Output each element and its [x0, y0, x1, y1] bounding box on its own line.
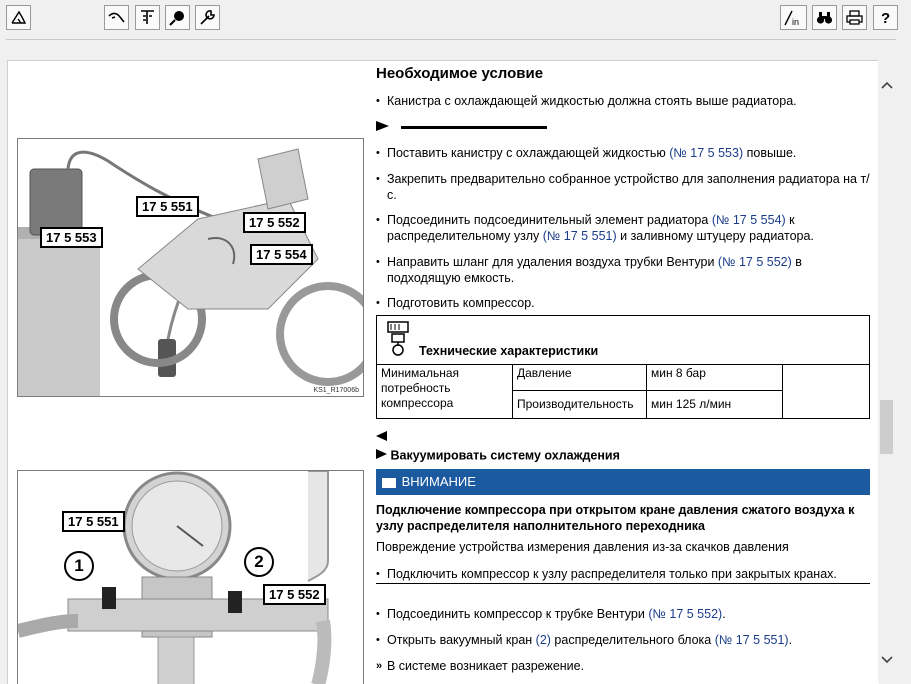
figure-caption: KS1_R17006b: [313, 387, 359, 394]
back-button[interactable]: [6, 5, 31, 30]
prerequisite-title: Необходимое условие: [376, 65, 544, 82]
prerequisite-end-marker: [376, 119, 547, 134]
motorcycle-illustration: [18, 139, 364, 397]
scroll-thumb[interactable]: [880, 400, 893, 454]
ref-link[interactable]: (№ 17 5 551): [714, 633, 789, 647]
marker-2: 2: [244, 547, 274, 577]
probe-icon: [168, 8, 187, 27]
step-item: • Подсоединить подсоединительный элемент радиатора (№ 17 5 554) к распределительному узлу (№ 17 5 551) и заливному штуцеру радиатора.: [376, 213, 814, 243]
warning-end-rule: [376, 583, 870, 584]
spec-param: Производительность: [513, 391, 647, 419]
label-17-5-554: 17 5 554: [250, 244, 313, 265]
warning-banner: ВНИМАНИЕ: [376, 469, 870, 495]
step-item: • Подготовить компрессор.: [376, 296, 535, 310]
compressor-icon: [387, 320, 413, 358]
print-button[interactable]: [842, 5, 867, 30]
label-17-5-552: 17 5 552: [243, 212, 306, 233]
toolbar-divider: [6, 39, 896, 40]
wrench-button[interactable]: [195, 5, 220, 30]
label-17-5-553: 17 5 553: [40, 227, 103, 248]
document-viewer[interactable]: [7, 60, 879, 684]
find-button[interactable]: [812, 5, 837, 30]
spec-value: мин 8 бар: [647, 364, 783, 391]
wrench-icon: [198, 8, 217, 27]
label-17-5-551: 17 5 551: [62, 511, 125, 532]
ref-link[interactable]: (№ 17 5 554): [711, 213, 786, 227]
spec-title: Технические характеристики: [419, 344, 599, 358]
arrow-right-icon: [376, 449, 387, 459]
back-icon: [9, 8, 28, 27]
info-icon: [783, 8, 804, 27]
spec-value: мин 125 л/мин: [647, 391, 783, 419]
scroll-up-icon[interactable]: [881, 80, 893, 90]
ref-link[interactable]: (№ 17 5 552): [648, 607, 723, 621]
step-item: • Направить шланг для удаления воздуха трубки Вентури (№ 17 5 552) в подходящую емкость.: [376, 255, 802, 285]
binoculars-icon: [815, 8, 834, 27]
figure-motorcycle-filling: [17, 138, 364, 397]
section-heading: Вакуумировать систему охлаждения: [376, 448, 620, 463]
step-item: • Открыть вакуумный кран (2) распределительного блока (№ 17 5 551).: [376, 633, 793, 647]
ref-link[interactable]: (№ 17 5 553): [669, 146, 744, 160]
spec-header: [377, 316, 869, 365]
spec-row-label: Минимальная потребность компрессора: [377, 364, 513, 419]
svg-text:in: in: [792, 17, 800, 27]
spec-param: Давление: [513, 364, 647, 391]
motorcycle-icon: [107, 8, 126, 27]
warning-action: • Подключить компрессор к узлу распределителя только при закрытых кранах.: [376, 567, 837, 581]
warning-heading: Подключение компрессора при открытом кране давления сжатого воздуха к узлу распределителя наполнительного переходника: [376, 503, 855, 533]
ref-link[interactable]: (2): [535, 633, 551, 647]
info-button[interactable]: [780, 5, 807, 30]
step-item: • Закрепить предварительно собранное устройство для заполнения радиатора на т/с.: [376, 172, 870, 202]
result-item: » В системе возникает разрежение.: [376, 659, 585, 673]
arrow-left-icon: [376, 431, 387, 441]
ref-link[interactable]: (№ 17 5 552): [717, 255, 792, 269]
vertical-scrollbar[interactable]: [878, 60, 896, 683]
help-icon: [876, 8, 895, 27]
back-arrow-marker: [376, 429, 387, 444]
help-button[interactable]: [873, 5, 898, 30]
step-item: • Поставить канистру с охлаждающей жидкостью (№ 17 5 553) повыше.: [376, 146, 797, 160]
svg-text:?: ?: [881, 10, 891, 27]
arrow-right-icon: [376, 121, 389, 131]
toolbar: [0, 0, 911, 40]
figure-manifold-gauge: [17, 470, 364, 684]
step-item: • Подсоединить компрессор к трубке Вентури (№ 17 5 552).: [376, 607, 726, 621]
marker-1: 1: [64, 551, 94, 581]
probe-button[interactable]: [165, 5, 190, 30]
printer-icon: [845, 8, 864, 27]
repair-button[interactable]: [135, 5, 160, 30]
ref-link[interactable]: (№ 17 5 551): [542, 229, 617, 243]
prerequisite-item: • Канистра с охлаждающей жидкостью должна стоять выше радиатора.: [376, 94, 797, 108]
spec-table: [376, 315, 870, 419]
motorcycle-button[interactable]: [104, 5, 129, 30]
repair-icon: [138, 8, 157, 27]
label-17-5-551: 17 5 551: [136, 196, 199, 217]
label-17-5-552: 17 5 552: [263, 584, 326, 605]
warning-consequence: Повреждение устройства измерения давления из-за скачков давления: [376, 540, 789, 554]
scroll-down-icon[interactable]: [881, 655, 893, 665]
warning-hand-icon: [382, 478, 396, 488]
